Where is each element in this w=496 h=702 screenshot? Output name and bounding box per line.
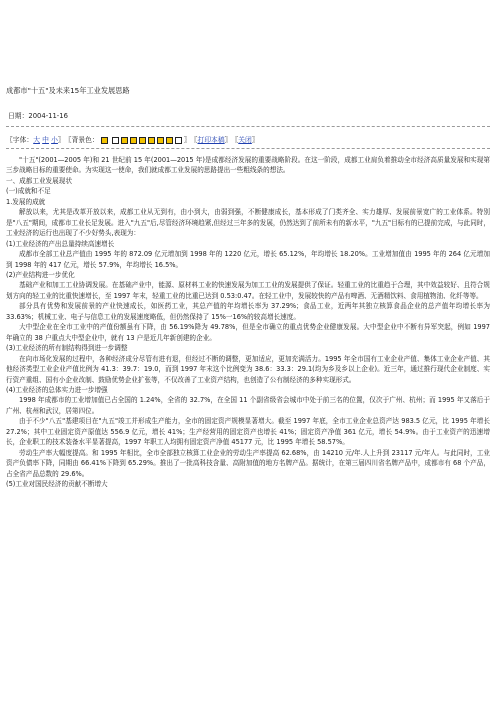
close-link[interactable]: 关闭 <box>238 136 252 144</box>
close-open-bracket: 〖 <box>231 136 239 144</box>
bg-color-swatch[interactable] <box>130 137 137 144</box>
body-paragraph: 部分具有优势和发展前景的产业快速成长，如医药工业，其总产值的年均增长率为 37.29%；食品工业，近两年其独立核算食品企业的总产值年均增长率为 33.63%；机械工业、电子与信息工业的发展速度略低，但仍然保持了 15%一16%的较高增长速度。 <box>6 302 490 321</box>
date-value: 2004-11-16 <box>28 112 68 120</box>
body-paragraph: 大中型企业在全市工业中的产值份额虽有下降，由 56.19%降为 49.78%，但是全市确立的重点优势企业健康发展。大中型企业中不断有异军突起，例如 1997 年确立的 38 户重点大中型企业中，就有 13 户是近几年新创建的企业。 <box>6 323 490 342</box>
body-paragraph: (4)工业经济的总体实力进一步增强 <box>6 385 108 394</box>
close-close-bracket: 〗 <box>251 136 259 144</box>
article-body <box>6 155 490 490</box>
body-paragraph: 基础产业和加工工业协调发展。在基础产业中，能源、原材料工业的快速发展为加工工业的发展提供了保证。轻重工业的比重趋于合理，其中效益较好、且符合规划方向的轻工业的比重快速增长，至 1997 年末，轻重工业的比重已达到 0.53:0.47。在轻工业中，发展较快的产品有啤酒、无酒精饮料、食用植物油、化纤等等。 <box>6 281 490 300</box>
body-paragraph: 成都市全部工业总产值由 1995 年的 872.09 亿元增加到 1998 年的 1220 亿元，增长 65.12%，年均增长 18.20%。工业增加值由 1995 年的 264 亿元增加到 1998 年的 417 亿元，增长 57.9%，年均增长 16.5%。 <box>6 250 490 269</box>
body-paragraph: 一、成都工业发展现状 <box>6 176 72 185</box>
body-paragraph: (5)工业对国民经济的贡献不断增大 <box>6 480 108 489</box>
article-toolbar <box>6 135 259 145</box>
font-size-small-link[interactable]: 小 <box>51 136 58 144</box>
body-paragraph: (1)工业经济的产出总量持续高速增长 <box>6 239 115 248</box>
bg-color-swatch[interactable] <box>101 137 108 144</box>
body-paragraph: 1.发展的成就 <box>6 197 46 206</box>
body-paragraph: (3)工业经济的所有制结构得到进一步调整 <box>6 344 128 353</box>
article-title: 成都市"十五"及未来15年工业发展思路 <box>6 86 130 95</box>
body-paragraph: 由于不少"八五"基建项目在"九五"竣工并形成生产能力，全市的固定资产规模显著增大。截至 1997 年底，全市工业企业总资产达 983.5 亿元，比 1995 年增长 27.2%；其中工业固定资产原值达 556.9 亿元，增长 41%；生产经营用的固定资产也增长 41%；固定资产净值 361 亿元，增长 54.9%。由于工业资产的迅速增长，企业职工的技术装备水平显著提高，1997 年职工人均拥有固定资产净值 45177 元，比 1995 年增长 58.57%。 <box>6 417 490 447</box>
font-size-prefix: 〖字体： <box>6 136 34 144</box>
body-paragraph: 解放以来，尤其是改革开放以来，成都工业从无到有，由小到大，由弱到强，不断健康成长，基本形成了门类齐全、实力雄厚、发展前景宽广的工业体系。特别是"八五"期间，成都市工业长足发展。进入"九五"后,尽管经济环境趋紧,但经过三年多的发展，仍然达到了前所未有的新水平，"九五"目标有的已提前完成，与此同时，工业经济的运行也出现了不少好势头,表现为： <box>6 208 490 238</box>
bg-color-swatch[interactable] <box>139 137 146 144</box>
divider-bottom <box>6 148 490 149</box>
bg-color-prefix: 〖背景色： <box>64 136 99 144</box>
body-paragraph: 在向市场化发展的过程中，各种经济成分尽管有进有退，但经过不断的调整，更加适应，更加充满活力。1995 年全市国有工业企业产值、集体工业企业产值、其他经济类型工业企业产值比例为 41.3：39.7：19.0，而到 1997 年末这个比例变为 38.6：33.3：29.1(均为乡及乡以上企业)。近三年，通过推行现代企业制度、实行资产重组、国有小企业改制、鼓励优势企业扩张等，不仅改善了工业资产结构，也创造了公有制经济的多种实现形式。 <box>6 354 490 384</box>
body-paragraph: (一)成就和不足 <box>6 187 51 196</box>
bg-color-swatches <box>100 135 183 145</box>
bg-color-suffix: 〗 <box>183 136 191 144</box>
bg-color-swatch[interactable] <box>112 137 119 144</box>
body-paragraph: 1998 年成都市的工业增加值已占全国的 1.24%，全省的 32.7%，在全国 11 个副省级省会城市中处于前三名的位置，仅次于广州、杭州；而 1995 年又落后于广州、杭州和武汉，居第四位。 <box>6 396 490 415</box>
bg-color-swatch[interactable] <box>166 137 173 144</box>
print-link[interactable]: 打印本稿 <box>197 136 225 144</box>
bg-color-swatch[interactable] <box>121 137 128 144</box>
body-paragraph: (2)产业结构进一步优化 <box>6 270 75 279</box>
font-size-suffix: 〗 <box>57 136 65 144</box>
bg-color-swatch[interactable] <box>148 137 155 144</box>
body-paragraph: "十五"(2001—2005 年)和 21 世纪前 15 年(2001—2015 年)是成都经济发展的重要战略阶段。在这一阶段，成都工业肩负着推动全市经济高质量发展和实现第三步战略目标的重要使命。为实现这一使命，我们就成都工业发展的思路提出一些粗线条的想法。 <box>6 156 490 175</box>
font-size-large-link[interactable]: 大 <box>33 136 40 144</box>
font-size-medium-link[interactable]: 中 <box>42 136 49 144</box>
body-paragraph: 劳动生产率大幅度提高。和 1995 年相比，全市全部独立核算工业企业的劳动生产率提高 62.68%，由 14210 元/年.人上升到 23117 元/年人。与此同时，工业资产负债率下降，同期由 66.41%下降到 65.29%。推出了一批高科技含量、高附加值的地方名牌产品。据统计，在第三届四川省名牌产品中，成都市有 68 个产品，占全省产品总数的 29.6%。 <box>6 448 490 478</box>
print-close-bracket: 〗 <box>224 136 232 144</box>
bg-color-swatch[interactable] <box>175 137 182 144</box>
divider-top <box>6 126 490 127</box>
article-date-line <box>8 111 68 121</box>
date-label: 日期： <box>8 112 29 120</box>
bg-color-swatch[interactable] <box>157 137 164 144</box>
print-open-bracket: 〖 <box>190 136 198 144</box>
